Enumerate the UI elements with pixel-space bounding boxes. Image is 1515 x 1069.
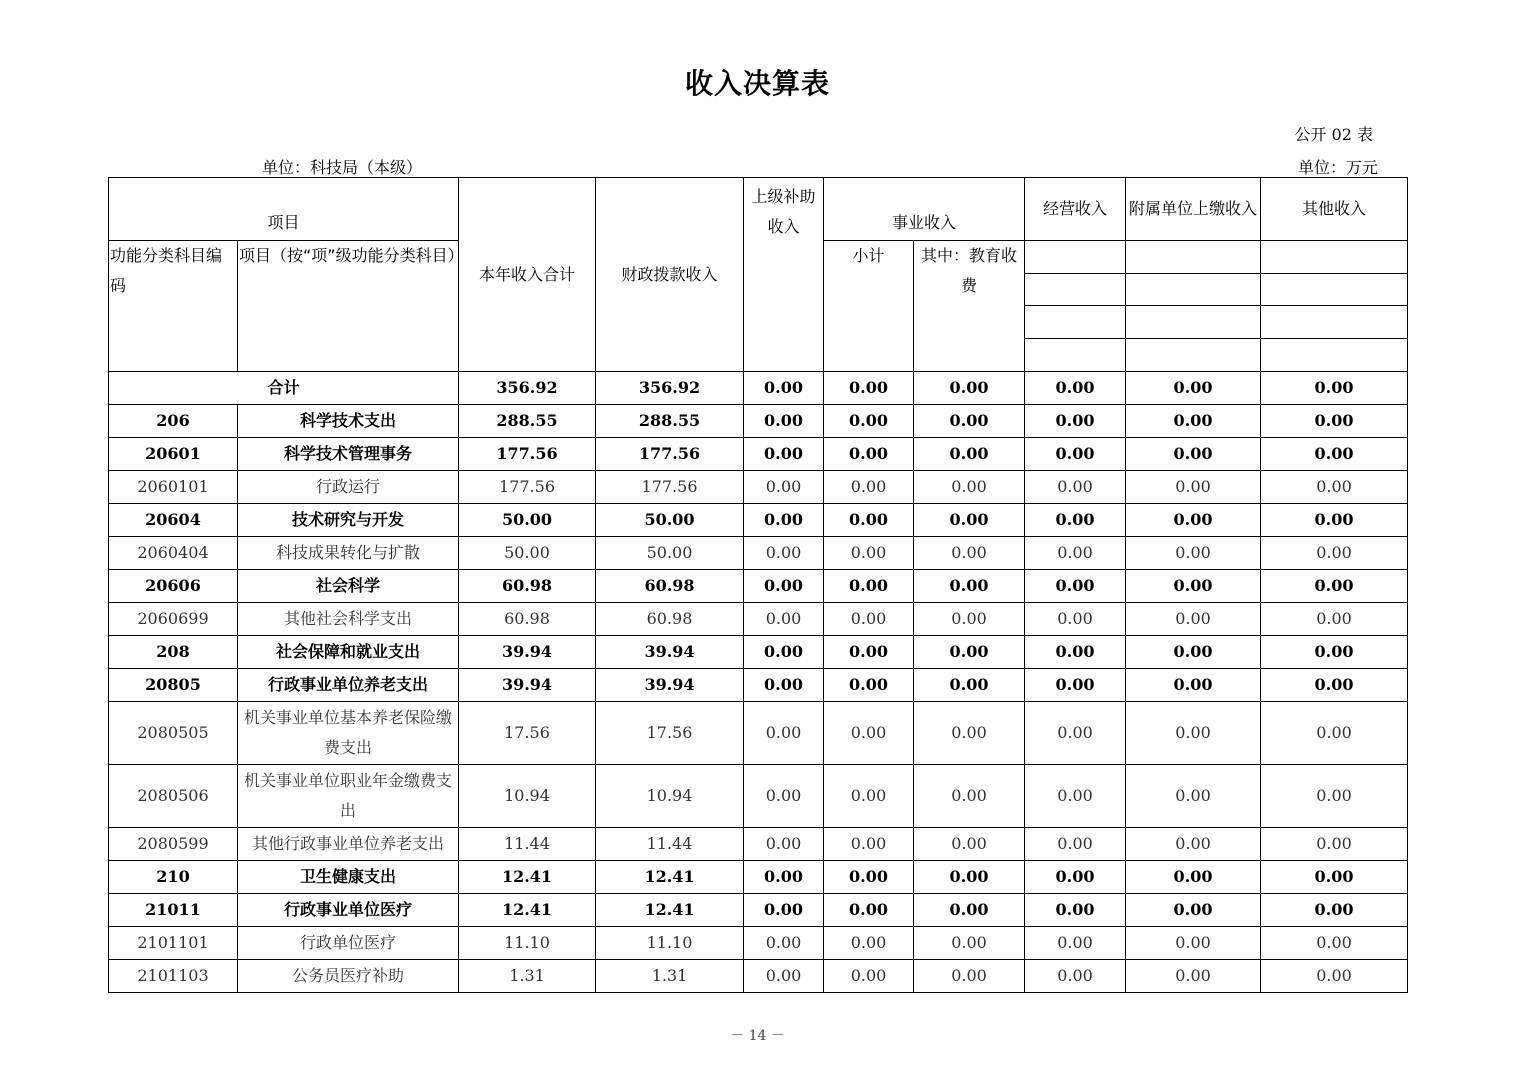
- row-value: 0.00: [824, 828, 914, 861]
- row-value: 39.94: [459, 636, 596, 669]
- row-value: 0.00: [1261, 471, 1408, 504]
- row-value: 0.00: [1261, 702, 1408, 765]
- row-value: 0.00: [1025, 702, 1126, 765]
- row-value: 12.41: [596, 861, 744, 894]
- row-value: 17.56: [596, 702, 744, 765]
- row-value: 0.00: [1025, 669, 1126, 702]
- row-value: 0.00: [1126, 603, 1261, 636]
- row-value: 0.00: [744, 894, 824, 927]
- row-value: 0.00: [914, 636, 1025, 669]
- row-value: 0.00: [1025, 603, 1126, 636]
- row-value: 0.00: [744, 471, 824, 504]
- row-value: 0.00: [824, 861, 914, 894]
- row-code: 210: [109, 861, 238, 894]
- row-value: 0.00: [744, 702, 824, 765]
- header-subtotal: 小计: [824, 241, 914, 372]
- row-value: 0.00: [1025, 537, 1126, 570]
- unit-currency: 单位：万元: [1297, 158, 1378, 177]
- row-name: 机关事业单位基本养老保险缴费支出: [238, 702, 459, 765]
- row-value: 0.00: [914, 702, 1025, 765]
- row-value: 60.98: [459, 603, 596, 636]
- table-row: [109, 702, 1408, 765]
- total-value: 0.00: [744, 372, 824, 405]
- row-name: 科学技术管理事务: [238, 438, 459, 471]
- row-value: 0.00: [914, 669, 1025, 702]
- row-value: 0.00: [1261, 636, 1408, 669]
- row-value: 0.00: [744, 570, 824, 603]
- row-value: 288.55: [596, 405, 744, 438]
- table-row: [109, 570, 1408, 603]
- row-name: 行政运行: [238, 471, 459, 504]
- blank-cell: [1025, 306, 1126, 339]
- row-value: 0.00: [824, 471, 914, 504]
- row-value: 0.00: [1126, 438, 1261, 471]
- row-value: 50.00: [596, 537, 744, 570]
- blank-cell: [1261, 339, 1408, 372]
- row-value: 0.00: [744, 603, 824, 636]
- row-value: 0.00: [744, 537, 824, 570]
- total-row: [109, 372, 1408, 405]
- row-value: 0.00: [1126, 669, 1261, 702]
- blank-cell: [1025, 274, 1126, 306]
- row-value: 10.94: [459, 765, 596, 828]
- row-value: 0.00: [744, 828, 824, 861]
- row-value: 0.00: [1025, 927, 1126, 960]
- total-value: 0.00: [1261, 372, 1408, 405]
- row-value: 0.00: [1025, 471, 1126, 504]
- total-value: 0.00: [824, 372, 914, 405]
- row-value: 0.00: [1126, 636, 1261, 669]
- row-name: 公务员医疗补助: [238, 960, 459, 993]
- row-value: 0.00: [824, 405, 914, 438]
- table-row: [109, 894, 1408, 927]
- row-value: 0.00: [914, 405, 1025, 438]
- row-value: 0.00: [1025, 765, 1126, 828]
- row-code: 2060101: [109, 471, 238, 504]
- row-value: 0.00: [1261, 570, 1408, 603]
- row-name: 科学技术支出: [238, 405, 459, 438]
- row-name: 社会科学: [238, 570, 459, 603]
- row-value: 60.98: [596, 603, 744, 636]
- blank-cell: [1126, 306, 1261, 339]
- row-name: 其他行政事业单位养老支出: [238, 828, 459, 861]
- row-value: 0.00: [824, 504, 914, 537]
- row-value: 0.00: [1126, 702, 1261, 765]
- row-value: 11.10: [459, 927, 596, 960]
- blank-cell: [1261, 274, 1408, 306]
- row-value: 0.00: [1025, 504, 1126, 537]
- row-value: 0.00: [744, 861, 824, 894]
- row-name: 社会保障和就业支出: [238, 636, 459, 669]
- header-education-fee: 其中：教育收费: [914, 241, 1025, 372]
- total-value: 356.92: [596, 372, 744, 405]
- row-value: 50.00: [459, 504, 596, 537]
- row-code: 20601: [109, 438, 238, 471]
- row-code: 2080506: [109, 765, 238, 828]
- row-value: 0.00: [1126, 894, 1261, 927]
- total-value: 0.00: [914, 372, 1025, 405]
- row-code: 2101103: [109, 960, 238, 993]
- row-value: 0.00: [1025, 894, 1126, 927]
- table-row: [109, 636, 1408, 669]
- row-value: 0.00: [824, 636, 914, 669]
- row-value: 60.98: [596, 570, 744, 603]
- row-value: 0.00: [824, 603, 914, 636]
- header-item-name: 项目（按“项”级功能分类科目）: [238, 241, 459, 372]
- row-value: 0.00: [914, 603, 1025, 636]
- row-value: 0.00: [1126, 765, 1261, 828]
- table-row: [109, 828, 1408, 861]
- row-code: 2060699: [109, 603, 238, 636]
- row-code: 20805: [109, 669, 238, 702]
- row-value: 177.56: [596, 438, 744, 471]
- row-value: 0.00: [1025, 828, 1126, 861]
- table-row: [109, 471, 1408, 504]
- row-value: 0.00: [744, 504, 824, 537]
- page-title: 收入决算表: [684, 67, 830, 100]
- row-value: 0.00: [1261, 438, 1408, 471]
- row-value: 0.00: [1261, 894, 1408, 927]
- row-value: 0.00: [744, 438, 824, 471]
- row-value: 0.00: [744, 636, 824, 669]
- row-name: 其他社会科学支出: [238, 603, 459, 636]
- row-value: 39.94: [596, 636, 744, 669]
- header-superior-subsidy: 上级补助收入: [744, 178, 824, 372]
- row-value: 0.00: [1126, 960, 1261, 993]
- row-value: 0.00: [914, 765, 1025, 828]
- row-code: 2060404: [109, 537, 238, 570]
- table-row: [109, 927, 1408, 960]
- row-value: 50.00: [459, 537, 596, 570]
- blank-cell: [1025, 241, 1126, 274]
- table-row: [109, 669, 1408, 702]
- row-code: 206: [109, 405, 238, 438]
- row-value: 0.00: [824, 702, 914, 765]
- row-value: 0.00: [1261, 861, 1408, 894]
- row-value: 11.44: [459, 828, 596, 861]
- row-value: 0.00: [914, 861, 1025, 894]
- row-value: 0.00: [914, 504, 1025, 537]
- row-value: 0.00: [1126, 927, 1261, 960]
- row-code: 20606: [109, 570, 238, 603]
- row-name: 卫生健康支出: [238, 861, 459, 894]
- row-value: 0.00: [1025, 636, 1126, 669]
- blank-cell: [1126, 339, 1261, 372]
- row-code: 208: [109, 636, 238, 669]
- row-value: 12.41: [459, 894, 596, 927]
- row-code: 21011: [109, 894, 238, 927]
- row-value: 0.00: [1025, 438, 1126, 471]
- row-value: 0.00: [1126, 471, 1261, 504]
- header-function-code: 功能分类科目编码: [109, 241, 238, 372]
- row-value: 0.00: [1025, 960, 1126, 993]
- row-value: 0.00: [1126, 504, 1261, 537]
- page-number: － 14 －: [730, 1028, 785, 1044]
- table-row: [109, 438, 1408, 471]
- row-value: 0.00: [1126, 570, 1261, 603]
- row-value: 1.31: [459, 960, 596, 993]
- form-number: 公开 02 表: [1294, 125, 1373, 144]
- row-value: 0.00: [914, 894, 1025, 927]
- row-value: 50.00: [596, 504, 744, 537]
- row-name: 技术研究与开发: [238, 504, 459, 537]
- row-value: 12.41: [459, 861, 596, 894]
- row-value: 0.00: [1261, 504, 1408, 537]
- header-affiliated-income: 附属单位上缴收入: [1126, 178, 1261, 241]
- row-value: 0.00: [1261, 765, 1408, 828]
- row-value: 0.00: [914, 828, 1025, 861]
- header-other-income: 其他收入: [1261, 178, 1408, 241]
- row-value: 0.00: [824, 537, 914, 570]
- row-value: 60.98: [459, 570, 596, 603]
- table-row: [109, 960, 1408, 993]
- row-value: 0.00: [1261, 405, 1408, 438]
- row-value: 0.00: [914, 438, 1025, 471]
- total-value: 356.92: [459, 372, 596, 405]
- row-value: 0.00: [914, 927, 1025, 960]
- row-code: 20604: [109, 504, 238, 537]
- row-value: 17.56: [459, 702, 596, 765]
- row-value: 0.00: [824, 927, 914, 960]
- total-value: 0.00: [1025, 372, 1126, 405]
- table-row: [109, 537, 1408, 570]
- row-name: 行政事业单位养老支出: [238, 669, 459, 702]
- row-value: 0.00: [744, 927, 824, 960]
- row-value: 177.56: [596, 471, 744, 504]
- row-name: 科技成果转化与扩散: [238, 537, 459, 570]
- row-name: 行政事业单位医疗: [238, 894, 459, 927]
- row-code: 2080599: [109, 828, 238, 861]
- row-value: 11.10: [596, 927, 744, 960]
- row-name: 机关事业单位职业年金缴费支出: [238, 765, 459, 828]
- row-code: 2080505: [109, 702, 238, 765]
- unit-organization: 单位：科技局（本级）: [262, 158, 423, 177]
- row-value: 0.00: [1126, 537, 1261, 570]
- row-value: 0.00: [1126, 405, 1261, 438]
- table-row: [109, 861, 1408, 894]
- row-value: 288.55: [459, 405, 596, 438]
- row-value: 0.00: [914, 537, 1025, 570]
- row-value: 0.00: [1126, 828, 1261, 861]
- row-value: 10.94: [596, 765, 744, 828]
- row-value: 177.56: [459, 471, 596, 504]
- row-value: 0.00: [824, 960, 914, 993]
- row-value: 0.00: [1126, 861, 1261, 894]
- total-label: 合计: [109, 372, 459, 405]
- row-value: 39.94: [459, 669, 596, 702]
- row-value: 0.00: [1025, 570, 1126, 603]
- row-value: 0.00: [1261, 828, 1408, 861]
- row-value: 39.94: [596, 669, 744, 702]
- blank-cell: [1025, 339, 1126, 372]
- header-fiscal-appropriation: 财政拨款收入: [596, 178, 744, 372]
- row-value: 0.00: [824, 669, 914, 702]
- row-value: 0.00: [1261, 927, 1408, 960]
- row-value: 0.00: [744, 765, 824, 828]
- header-total-income: 本年收入合计: [459, 178, 596, 372]
- row-value: 0.00: [1261, 960, 1408, 993]
- row-value: 177.56: [459, 438, 596, 471]
- blank-cell: [1126, 241, 1261, 274]
- row-value: 0.00: [914, 960, 1025, 993]
- row-value: 0.00: [1261, 669, 1408, 702]
- row-value: 12.41: [596, 894, 744, 927]
- row-value: 0.00: [914, 570, 1025, 603]
- row-value: 0.00: [1025, 861, 1126, 894]
- header-operating-income: 经营收入: [1025, 178, 1126, 241]
- header-business-income: 事业收入: [824, 178, 1025, 241]
- row-code: 2101101: [109, 927, 238, 960]
- blank-cell: [1261, 306, 1408, 339]
- row-value: 11.44: [596, 828, 744, 861]
- row-value: 0.00: [824, 765, 914, 828]
- table-row: [109, 504, 1408, 537]
- row-value: 0.00: [1261, 603, 1408, 636]
- row-value: 0.00: [1261, 537, 1408, 570]
- row-value: 0.00: [744, 960, 824, 993]
- row-value: 0.00: [914, 471, 1025, 504]
- row-value: 0.00: [1025, 405, 1126, 438]
- table-row: [109, 603, 1408, 636]
- row-value: 0.00: [824, 438, 914, 471]
- header-item: 项目: [109, 178, 459, 241]
- row-value: 0.00: [744, 405, 824, 438]
- total-value: 0.00: [1126, 372, 1261, 405]
- blank-cell: [1261, 241, 1408, 274]
- table-row: [109, 405, 1408, 438]
- table-row: [109, 765, 1408, 828]
- income-final-accounts-table: [108, 177, 1408, 993]
- blank-cell: [1126, 274, 1261, 306]
- row-value: 0.00: [744, 669, 824, 702]
- row-value: 1.31: [596, 960, 744, 993]
- row-value: 0.00: [824, 894, 914, 927]
- row-name: 行政单位医疗: [238, 927, 459, 960]
- row-value: 0.00: [824, 570, 914, 603]
